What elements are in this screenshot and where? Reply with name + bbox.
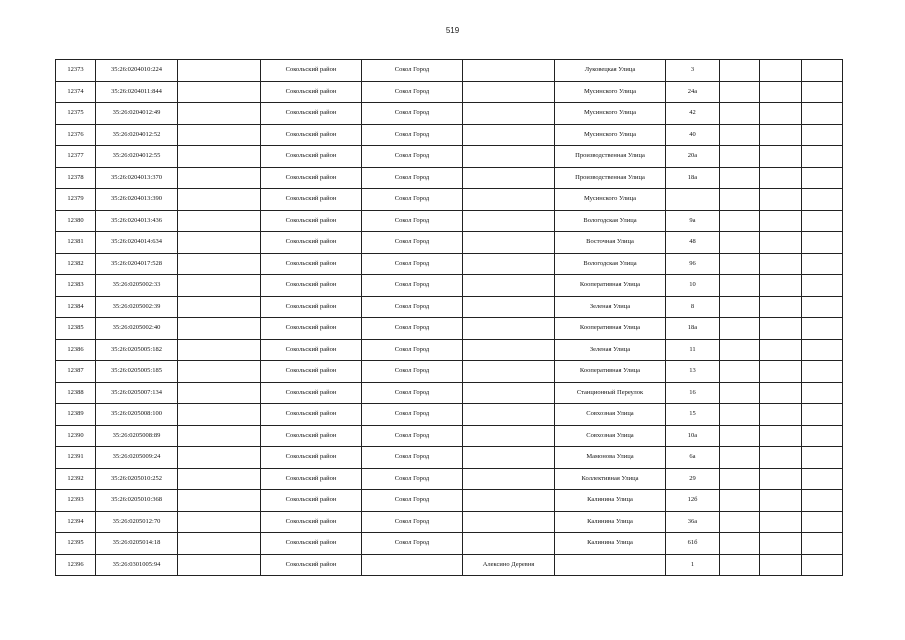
street-cell: Зеленая Улица (555, 339, 666, 361)
district-cell: Сокольский район (261, 447, 362, 469)
table-row (56, 447, 843, 469)
village-cell (463, 189, 555, 211)
city-cell: Сокол Город (362, 189, 463, 211)
record-number-cell: 12384 (56, 296, 96, 318)
village-cell (463, 124, 555, 146)
extra-cell-2 (760, 275, 802, 297)
record-number-cell: 12387 (56, 361, 96, 383)
village-cell (463, 232, 555, 254)
record-number-cell: 12389 (56, 404, 96, 426)
village-cell (463, 490, 555, 512)
extra-cell-2 (760, 490, 802, 512)
extra-cell-2 (760, 146, 802, 168)
cadastral-number-cell: 35:26:0205012:70 (96, 511, 178, 533)
cadastral-number-cell: 35:26:0205008:89 (96, 425, 178, 447)
house-number-cell: 10а (666, 425, 720, 447)
cadastral-number-cell: 35:26:0205007:134 (96, 382, 178, 404)
cadastral-number-cell: 35:26:0205008:100 (96, 404, 178, 426)
blank-cell (178, 103, 261, 125)
record-number-cell: 12374 (56, 81, 96, 103)
village-cell (463, 167, 555, 189)
blank-cell (178, 253, 261, 275)
record-number-cell: 12391 (56, 447, 96, 469)
cadastral-number-cell: 35:26:0204012:49 (96, 103, 178, 125)
cadastral-number-cell: 35:26:0204012:52 (96, 124, 178, 146)
extra-cell-1 (720, 447, 760, 469)
extra-cell-3 (802, 189, 843, 211)
house-number-cell: 29 (666, 468, 720, 490)
extra-cell-3 (802, 81, 843, 103)
record-number-cell: 12394 (56, 511, 96, 533)
district-cell: Сокольский район (261, 425, 362, 447)
district-cell: Сокольский район (261, 382, 362, 404)
record-number-cell: 12375 (56, 103, 96, 125)
table-row (56, 339, 843, 361)
cadastral-number-cell: 35:26:0204013:390 (96, 189, 178, 211)
record-number-cell: 12386 (56, 339, 96, 361)
table-row (56, 382, 843, 404)
house-number-cell: 8 (666, 296, 720, 318)
blank-cell (178, 447, 261, 469)
extra-cell-1 (720, 490, 760, 512)
blank-cell (178, 382, 261, 404)
village-cell (463, 511, 555, 533)
house-number-cell: 1 (666, 554, 720, 576)
table-row (56, 554, 843, 576)
district-cell: Сокольский район (261, 511, 362, 533)
table-row (56, 60, 843, 82)
page-number: 519 (445, 26, 460, 35)
table-row (56, 318, 843, 340)
street-cell: Вологодская Улица (555, 253, 666, 275)
city-cell: Сокол Город (362, 490, 463, 512)
house-number-cell: 61б (666, 533, 720, 555)
village-cell (463, 425, 555, 447)
city-cell: Сокол Город (362, 447, 463, 469)
house-number-cell: 11 (666, 339, 720, 361)
house-number-cell: 96 (666, 253, 720, 275)
cadastral-number-cell: 35:26:0204010:224 (96, 60, 178, 82)
city-cell: Сокол Город (362, 210, 463, 232)
record-number-cell: 12379 (56, 189, 96, 211)
blank-cell (178, 511, 261, 533)
street-cell: Мусинского Улица (555, 124, 666, 146)
blank-cell (178, 318, 261, 340)
city-cell: Сокол Город (362, 296, 463, 318)
extra-cell-2 (760, 447, 802, 469)
house-number-cell (666, 189, 720, 211)
district-cell: Сокольский район (261, 81, 362, 103)
street-cell: Калинина Улица (555, 490, 666, 512)
record-number-cell: 12376 (56, 124, 96, 146)
street-cell: Калинина Улица (555, 511, 666, 533)
district-cell: Сокольский район (261, 124, 362, 146)
cadastral-number-cell: 35:26:0205010:368 (96, 490, 178, 512)
district-cell: Сокольский район (261, 490, 362, 512)
record-number-cell: 12377 (56, 146, 96, 168)
record-number-cell: 12373 (56, 60, 96, 82)
cadastral-number-cell: 35:26:0301005:94 (96, 554, 178, 576)
street-cell: Производственная Улица (555, 146, 666, 168)
village-cell (463, 103, 555, 125)
city-cell: Сокол Город (362, 425, 463, 447)
cadastral-number-cell: 35:26:0205002:39 (96, 296, 178, 318)
record-number-cell: 12382 (56, 253, 96, 275)
extra-cell-1 (720, 296, 760, 318)
table-row (56, 253, 843, 275)
house-number-cell: 40 (666, 124, 720, 146)
property-registry-table (55, 59, 843, 576)
village-cell (463, 404, 555, 426)
extra-cell-1 (720, 382, 760, 404)
village-cell (463, 318, 555, 340)
extra-cell-3 (802, 275, 843, 297)
extra-cell-1 (720, 167, 760, 189)
record-number-cell: 12396 (56, 554, 96, 576)
table-row (56, 189, 843, 211)
extra-cell-2 (760, 382, 802, 404)
extra-cell-2 (760, 318, 802, 340)
blank-cell (178, 146, 261, 168)
cadastral-number-cell: 35:26:0205002:40 (96, 318, 178, 340)
city-cell: Сокол Город (362, 468, 463, 490)
district-cell: Сокольский район (261, 339, 362, 361)
house-number-cell: 20а (666, 146, 720, 168)
cadastral-number-cell: 35:26:0204017:528 (96, 253, 178, 275)
extra-cell-1 (720, 404, 760, 426)
cadastral-number-cell: 35:26:0204014:634 (96, 232, 178, 254)
extra-cell-2 (760, 533, 802, 555)
blank-cell (178, 189, 261, 211)
house-number-cell: 13 (666, 361, 720, 383)
extra-cell-1 (720, 554, 760, 576)
extra-cell-1 (720, 468, 760, 490)
extra-cell-1 (720, 253, 760, 275)
street-cell: Совхозная Улица (555, 404, 666, 426)
extra-cell-1 (720, 511, 760, 533)
village-cell (463, 60, 555, 82)
district-cell: Сокольский район (261, 318, 362, 340)
extra-cell-1 (720, 189, 760, 211)
extra-cell-3 (802, 103, 843, 125)
blank-cell (178, 339, 261, 361)
street-cell: Мамонова Улица (555, 447, 666, 469)
table-row (56, 81, 843, 103)
city-cell: Сокол Город (362, 60, 463, 82)
extra-cell-2 (760, 425, 802, 447)
extra-cell-3 (802, 210, 843, 232)
village-cell (463, 210, 555, 232)
extra-cell-1 (720, 232, 760, 254)
district-cell: Сокольский район (261, 468, 362, 490)
blank-cell (178, 60, 261, 82)
house-number-cell: 24а (666, 81, 720, 103)
table-row (56, 232, 843, 254)
street-cell: Мусинского Улица (555, 103, 666, 125)
extra-cell-3 (802, 554, 843, 576)
cadastral-number-cell: 35:26:0205009:24 (96, 447, 178, 469)
house-number-cell: 48 (666, 232, 720, 254)
district-cell: Сокольский район (261, 232, 362, 254)
record-number-cell: 12392 (56, 468, 96, 490)
table-row (56, 511, 843, 533)
district-cell: Сокольский район (261, 210, 362, 232)
record-number-cell: 12383 (56, 275, 96, 297)
extra-cell-2 (760, 124, 802, 146)
extra-cell-2 (760, 554, 802, 576)
street-cell: Зеленая Улица (555, 296, 666, 318)
blank-cell (178, 533, 261, 555)
blank-cell (178, 81, 261, 103)
blank-cell (178, 124, 261, 146)
extra-cell-3 (802, 253, 843, 275)
city-cell: Сокол Город (362, 382, 463, 404)
extra-cell-1 (720, 146, 760, 168)
city-cell: Сокол Город (362, 339, 463, 361)
table-row (56, 468, 843, 490)
extra-cell-2 (760, 361, 802, 383)
extra-cell-1 (720, 318, 760, 340)
city-cell: Сокол Город (362, 318, 463, 340)
extra-cell-1 (720, 275, 760, 297)
blank-cell (178, 468, 261, 490)
street-cell: Луковецкая Улица (555, 60, 666, 82)
extra-cell-1 (720, 210, 760, 232)
extra-cell-3 (802, 404, 843, 426)
district-cell: Сокольский район (261, 167, 362, 189)
house-number-cell: 18а (666, 167, 720, 189)
street-cell: Производственная Улица (555, 167, 666, 189)
city-cell: Сокол Город (362, 533, 463, 555)
village-cell (463, 81, 555, 103)
extra-cell-1 (720, 60, 760, 82)
village-cell (463, 361, 555, 383)
city-cell (362, 554, 463, 576)
street-cell (555, 554, 666, 576)
district-cell: Сокольский район (261, 404, 362, 426)
extra-cell-2 (760, 103, 802, 125)
district-cell: Сокольский район (261, 253, 362, 275)
village-cell (463, 468, 555, 490)
extra-cell-3 (802, 382, 843, 404)
cadastral-number-cell: 35:26:0205005:182 (96, 339, 178, 361)
street-cell: Кооперативная Улица (555, 361, 666, 383)
cadastral-number-cell: 35:26:0205005:185 (96, 361, 178, 383)
village-cell (463, 253, 555, 275)
city-cell: Сокол Город (362, 361, 463, 383)
extra-cell-2 (760, 81, 802, 103)
extra-cell-2 (760, 232, 802, 254)
city-cell: Сокол Город (362, 146, 463, 168)
district-cell: Сокольский район (261, 533, 362, 555)
table-row (56, 490, 843, 512)
village-cell (463, 382, 555, 404)
cadastral-number-cell: 35:26:0204011:844 (96, 81, 178, 103)
district-cell: Сокольский район (261, 554, 362, 576)
extra-cell-2 (760, 253, 802, 275)
district-cell: Сокольский район (261, 103, 362, 125)
extra-cell-3 (802, 146, 843, 168)
table-row (56, 425, 843, 447)
street-cell: Кооперативная Улица (555, 318, 666, 340)
record-number-cell: 12393 (56, 490, 96, 512)
street-cell: Совхозная Улица (555, 425, 666, 447)
extra-cell-3 (802, 533, 843, 555)
house-number-cell: 6а (666, 447, 720, 469)
street-cell: Коллективная Улица (555, 468, 666, 490)
extra-cell-2 (760, 468, 802, 490)
district-cell: Сокольский район (261, 275, 362, 297)
extra-cell-2 (760, 339, 802, 361)
extra-cell-2 (760, 404, 802, 426)
table-row (56, 296, 843, 318)
village-cell (463, 275, 555, 297)
blank-cell (178, 404, 261, 426)
table-row (56, 533, 843, 555)
house-number-cell: 3 (666, 60, 720, 82)
cadastral-number-cell: 35:26:0204013:436 (96, 210, 178, 232)
house-number-cell: 18а (666, 318, 720, 340)
district-cell: Сокольский район (261, 146, 362, 168)
extra-cell-3 (802, 468, 843, 490)
extra-cell-3 (802, 447, 843, 469)
city-cell: Сокол Город (362, 167, 463, 189)
cadastral-number-cell: 35:26:0204012:55 (96, 146, 178, 168)
extra-cell-2 (760, 511, 802, 533)
extra-cell-2 (760, 189, 802, 211)
cadastral-number-cell: 35:26:0204013:370 (96, 167, 178, 189)
house-number-cell: 36а (666, 511, 720, 533)
extra-cell-3 (802, 232, 843, 254)
blank-cell (178, 554, 261, 576)
table-row (56, 103, 843, 125)
table-row (56, 167, 843, 189)
street-cell: Мусинского Улица (555, 81, 666, 103)
cadastral-number-cell: 35:26:0205014:18 (96, 533, 178, 555)
extra-cell-1 (720, 124, 760, 146)
city-cell: Сокол Город (362, 232, 463, 254)
city-cell: Сокол Город (362, 124, 463, 146)
village-cell (463, 339, 555, 361)
blank-cell (178, 361, 261, 383)
table-row (56, 124, 843, 146)
house-number-cell: 12б (666, 490, 720, 512)
cadastral-number-cell: 35:26:0205002:33 (96, 275, 178, 297)
house-number-cell: 16 (666, 382, 720, 404)
city-cell: Сокол Город (362, 404, 463, 426)
house-number-cell: 42 (666, 103, 720, 125)
city-cell: Сокол Город (362, 511, 463, 533)
extra-cell-3 (802, 296, 843, 318)
street-cell: Станционный Переулок (555, 382, 666, 404)
blank-cell (178, 275, 261, 297)
village-cell (463, 146, 555, 168)
table-row (56, 404, 843, 426)
blank-cell (178, 425, 261, 447)
extra-cell-1 (720, 533, 760, 555)
table-row (56, 210, 843, 232)
village-cell (463, 447, 555, 469)
registry-body (56, 60, 843, 576)
cadastral-number-cell: 35:26:0205010:252 (96, 468, 178, 490)
extra-cell-1 (720, 361, 760, 383)
extra-cell-1 (720, 103, 760, 125)
street-cell: Калинина Улица (555, 533, 666, 555)
extra-cell-2 (760, 210, 802, 232)
street-cell: Кооперативная Улица (555, 275, 666, 297)
city-cell: Сокол Город (362, 275, 463, 297)
extra-cell-3 (802, 511, 843, 533)
extra-cell-3 (802, 490, 843, 512)
extra-cell-2 (760, 167, 802, 189)
table-row (56, 361, 843, 383)
city-cell: Сокол Город (362, 253, 463, 275)
extra-cell-2 (760, 296, 802, 318)
village-cell (463, 533, 555, 555)
record-number-cell: 12378 (56, 167, 96, 189)
street-cell: Мусинского Улица (555, 189, 666, 211)
blank-cell (178, 210, 261, 232)
extra-cell-1 (720, 425, 760, 447)
extra-cell-3 (802, 318, 843, 340)
extra-cell-3 (802, 60, 843, 82)
village-cell: Алексино Деревня (463, 554, 555, 576)
record-number-cell: 12381 (56, 232, 96, 254)
record-number-cell: 12388 (56, 382, 96, 404)
table-row (56, 146, 843, 168)
district-cell: Сокольский район (261, 296, 362, 318)
district-cell: Сокольский район (261, 189, 362, 211)
extra-cell-3 (802, 339, 843, 361)
house-number-cell: 9а (666, 210, 720, 232)
extra-cell-2 (760, 60, 802, 82)
blank-cell (178, 296, 261, 318)
record-number-cell: 12385 (56, 318, 96, 340)
extra-cell-3 (802, 361, 843, 383)
extra-cell-1 (720, 81, 760, 103)
blank-cell (178, 232, 261, 254)
village-cell (463, 296, 555, 318)
record-number-cell: 12390 (56, 425, 96, 447)
table-row (56, 275, 843, 297)
blank-cell (178, 490, 261, 512)
city-cell: Сокол Город (362, 81, 463, 103)
extra-cell-3 (802, 425, 843, 447)
blank-cell (178, 167, 261, 189)
record-number-cell: 12395 (56, 533, 96, 555)
district-cell: Сокольский район (261, 361, 362, 383)
house-number-cell: 10 (666, 275, 720, 297)
record-number-cell: 12380 (56, 210, 96, 232)
extra-cell-1 (720, 339, 760, 361)
extra-cell-3 (802, 124, 843, 146)
street-cell: Восточная Улица (555, 232, 666, 254)
extra-cell-3 (802, 167, 843, 189)
city-cell: Сокол Город (362, 103, 463, 125)
street-cell: Вологодская Улица (555, 210, 666, 232)
house-number-cell: 15 (666, 404, 720, 426)
district-cell: Сокольский район (261, 60, 362, 82)
